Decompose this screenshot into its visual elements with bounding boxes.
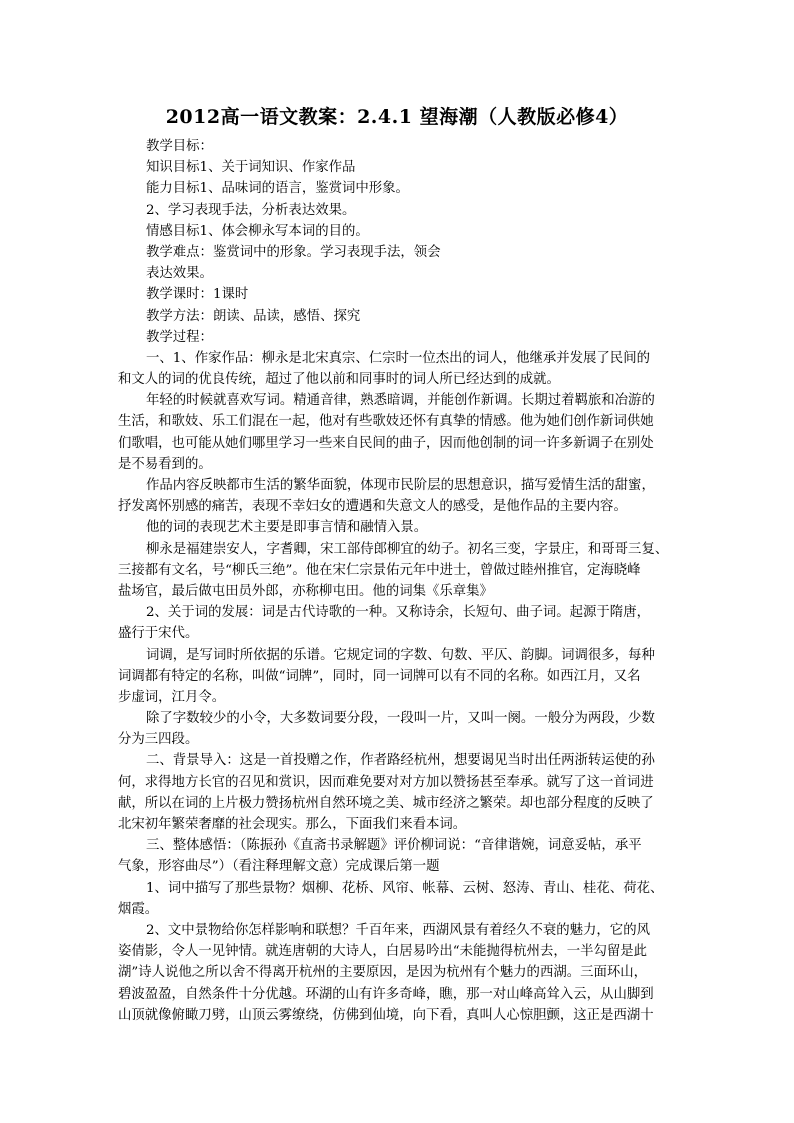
text-line: 教学过程： xyxy=(146,329,213,345)
text-line: 北宋初年繁荣奢靡的社会现实。那么，下面我们来看本词。 xyxy=(118,817,467,832)
text-line: 三、整体感悟：（陈振孙《直斋书录解题》评价柳词说：“音律谐婉，词意妥帖，承平 xyxy=(146,838,642,854)
text-line: 除了字数较少的小令，大多数词要分段，一段叫一片，又叫一阕。一般分为两段，少数 xyxy=(146,711,655,727)
text-line: 姿倩影，令人一见钟情。就连唐朝的大诗人，白居易吟出“未能抛得杭州去，一半勾留是此 xyxy=(118,944,648,960)
text-line: 们歌唱，也可能从她们哪里学习一些来自民间的曲子，因而他创制的词一许多新调子在别处 xyxy=(118,435,654,451)
text-line: 2、文中景物给你怎样影响和联想？千百年来，西湖风景有着经久不衰的魅力，它的风 xyxy=(146,922,650,938)
text-line: 抒发离怀别感的痛苦，表现不幸妇女的遭遇和失意文人的感受，是他作品的主要内容。 xyxy=(118,499,627,515)
text-line: 词调，是写词时所依据的乐谱。它规定词的字数、句数、平仄、韵脚。词调很多，每种 xyxy=(146,647,655,663)
text-line: 教学课时：1课时 xyxy=(146,287,249,303)
text-line: 何，求得地方长官的召见和赏识，因而难免要对对方加以赞扬甚至奉承。就写了这一首词进 xyxy=(118,774,654,790)
text-line: 柳永是福建崇安人，字耆卿，宋工部侍郎柳宜的幼子。初名三变，字景庄，和哥哥三复、 xyxy=(146,541,669,557)
text-line: 1、词中描写了那些景物？烟柳、花桥、风帘、帐幕、云树、怒涛、青山、桂花、荷花、 xyxy=(146,880,664,896)
text-line: 他的词的表现艺术主要是即事言情和融情入景。 xyxy=(146,520,428,536)
text-line: 盛行于宋代。 xyxy=(118,626,199,642)
text-line: 作品内容反映都市生活的繁华面貌，体现市民阶层的思想意识，描写爱情生活的甜蜜， xyxy=(146,478,655,493)
text-line: 生活，和歌妓、乐工们混在一起，他对有些歌妓还怀有真挚的情感。他为她们创作新词供她 xyxy=(118,414,654,430)
text-line: 能力目标1、品味词的语言，鉴赏词中形象。 xyxy=(146,181,409,197)
text-line: 和文人的词的优良传统，超过了他以前和同事时的词人所已经达到的成就。 xyxy=(118,372,560,388)
document-title: 2012高一语文教案：2.4.1 望海潮（人教版必修4） xyxy=(165,106,629,128)
text-line: 分为三四段。 xyxy=(118,732,199,748)
text-line: 盐场官，最后做屯田员外郎，亦称柳屯田。他的词集《乐章集》 xyxy=(118,583,493,599)
text-line: 2、关于词的发展：词是古代诗歌的一种。又称诗余，长短句、曲子词。起源于隋唐， xyxy=(146,605,650,621)
text-line: 2、学习表现手法，分析表达效果。 xyxy=(146,202,356,218)
text-line: 表达效果。 xyxy=(146,266,213,282)
document-body xyxy=(118,136,676,1026)
text-line: 步虚词，江月令。 xyxy=(118,689,226,705)
text-line: 知识目标1、关于词知识、作家作品 xyxy=(146,160,356,176)
text-line: 气象，形容曲尽”）（看注释理解文意）完成课后第一题 xyxy=(118,859,440,875)
text-line: 是不易看到的。 xyxy=(118,456,212,472)
text-line: 献，所以在词的上片极力赞扬杭州自然环境之美、城市经济之繁荣。却也部分程度的反映了 xyxy=(118,795,654,811)
text-line: 烟霞。 xyxy=(118,901,159,917)
text-line: 教学方法：朗读、品读，感悟、探究 xyxy=(146,308,361,324)
text-line: 湖”诗人说他之所以舍不得离开杭州的主要原因，是因为杭州有个魅力的西湖。三面环山， xyxy=(118,965,648,981)
text-line: 碧波盈盈，自然条件十分优越。环湖的山有许多奇峰，瞧，那一对山峰高耸入云，从山脚到 xyxy=(118,986,654,1002)
text-line: 三接都有文名，号“柳氏三绝”。他在宋仁宗景佑元年中进士，曾做过睦州推官，定海晓峰 xyxy=(118,562,641,578)
text-line: 词调都有特定的名称，叫做“词牌”，同时，同一词牌可以有不同的名称。如西江月，又名 xyxy=(118,668,641,684)
text-line: 山顶就像俯瞰刀劈，山顶云雾缭绕，仿佛到仙境，向下看，真叫人心惊胆颤，这正是西湖十 xyxy=(118,1007,654,1023)
text-line: 情感目标1、体会柳永写本词的目的。 xyxy=(146,223,369,239)
text-line: 教学难点：鉴赏词中的形象。学习表现手法，领会 xyxy=(146,244,441,260)
text-line: 教学目标： xyxy=(146,139,213,154)
text-line: 二、背景导入：这是一首投赠之作，作者路经杭州，想要谒见当时出任两浙转运使的孙 xyxy=(146,753,655,769)
text-line: 一、1、作家作品：柳永是北宋真宗、仁宗时一位杰出的词人，他继承并发展了民间的 xyxy=(146,350,650,366)
text-line: 年轻的时候就喜欢写词。精通音律，熟悉暗调，并能创作新调。长期过着羁旅和冶游的 xyxy=(146,393,655,409)
